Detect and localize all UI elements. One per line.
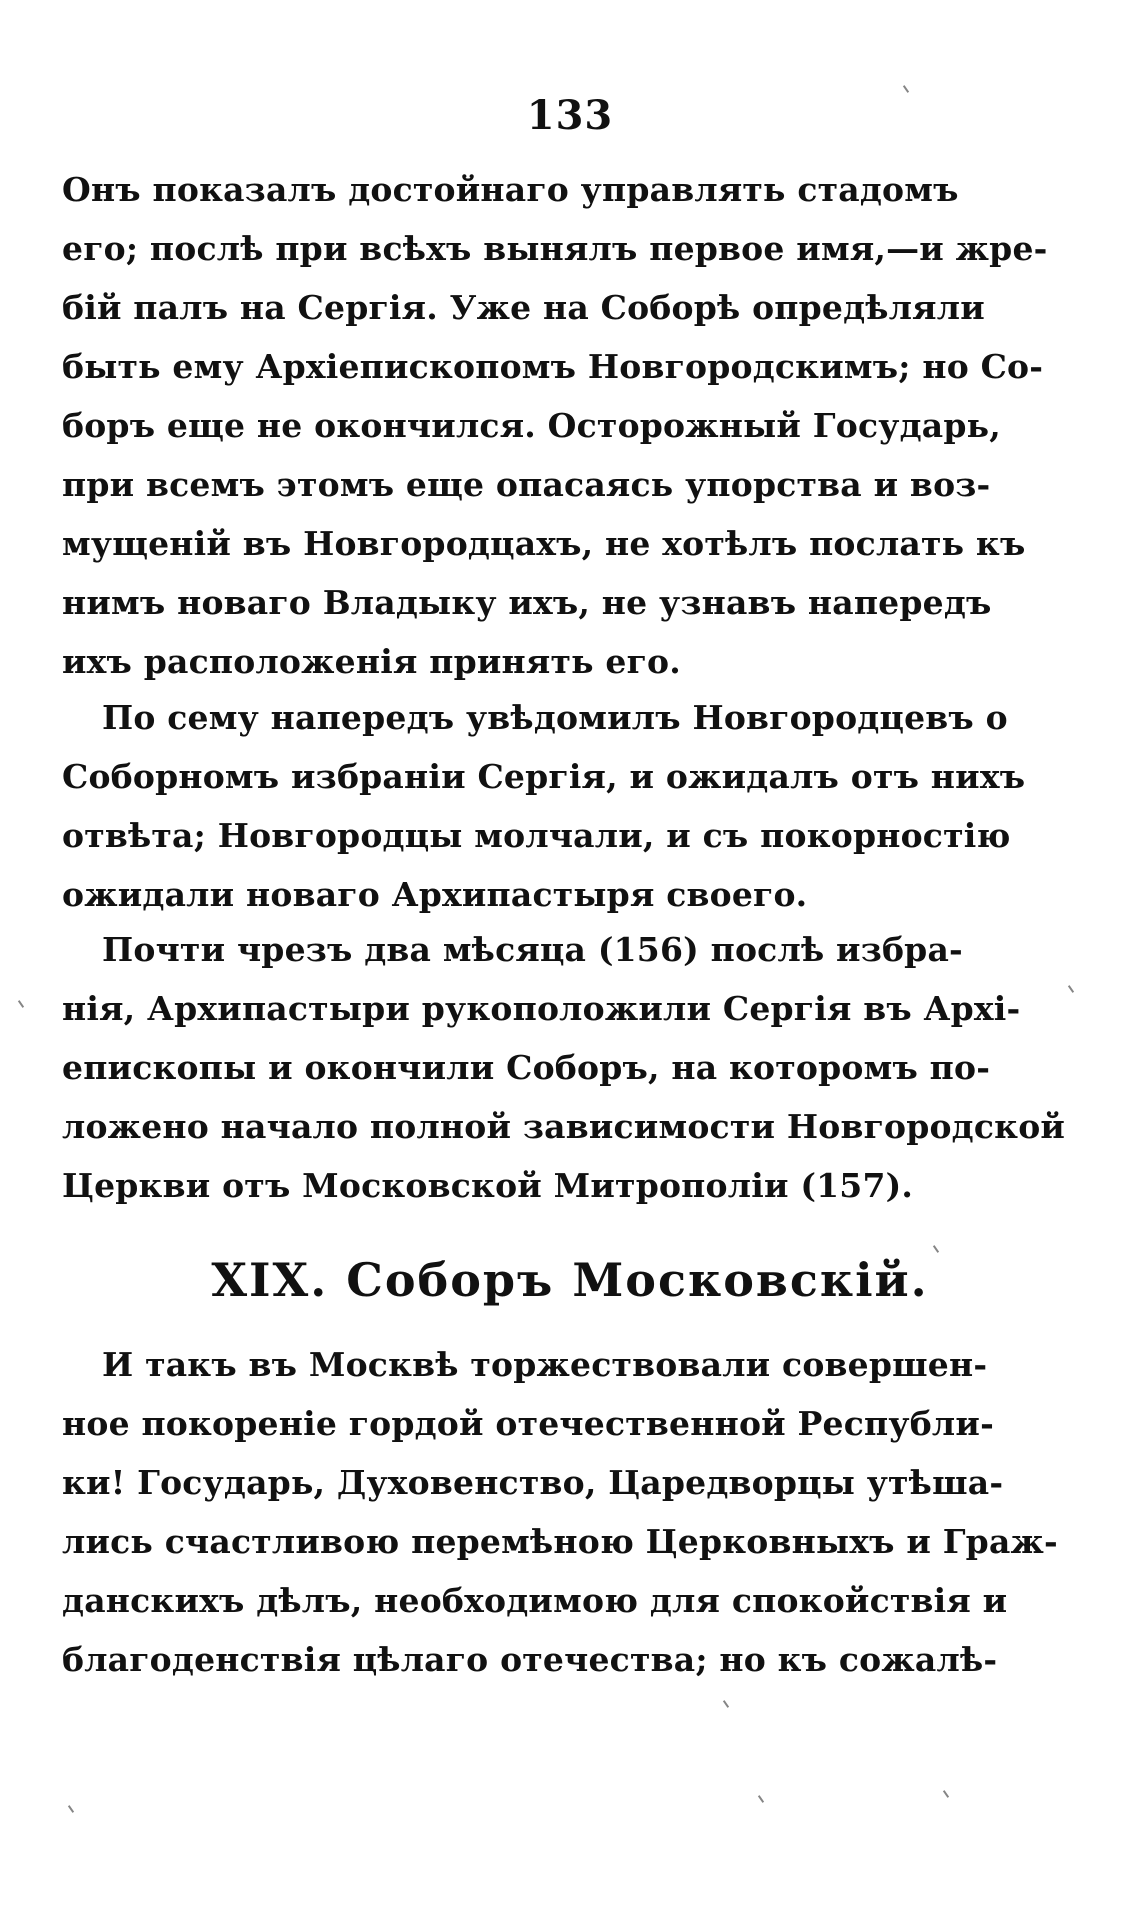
text-line: И такъ въ Москвѣ торжествовали совершен-: [102, 1345, 988, 1384]
scan-speck: [1068, 985, 1074, 993]
text-line: при всемъ этомъ еще опасаясь упорства и воз-: [62, 465, 991, 504]
text-line: нія, Архипастыри рукоположили Сергія въ Архі-: [62, 989, 1021, 1028]
text-line: Почти чрезъ два мѣсяца (156) послѣ избра-: [102, 930, 963, 969]
text-line: быть ему Архіепископомъ Новгородскимъ; но Со-: [62, 347, 1044, 386]
scan-speck: [943, 1790, 949, 1798]
text-line: ожидали новаго Архипастыря своего.: [62, 875, 808, 914]
scan-speck: [723, 1700, 729, 1708]
text-line: данскихъ дѣлъ, необходимою для спокойствія и: [62, 1581, 1008, 1620]
text-line: ложено начало полной зависимости Новгородской: [62, 1107, 1066, 1146]
text-line: бій палъ на Сергія. Уже на Соборѣ опредѣляли: [62, 288, 985, 327]
text-line: епископы и окончили Соборъ, на которомъ по-: [62, 1048, 991, 1087]
paragraph-1: [62, 160, 1048, 691]
scan-speck: [933, 1245, 939, 1253]
text-line: Соборномъ избраніи Сергія, и ожидалъ отъ нихъ: [62, 757, 1026, 796]
text-line: боръ еще не окончился. Осторожный Государь,: [62, 406, 1001, 445]
text-line: Церкви отъ Московской Митрополіи (157).: [62, 1166, 914, 1205]
scan-speck: [18, 1000, 24, 1008]
text-line: ихъ расположенія принять его.: [62, 642, 681, 681]
paragraph-4: [62, 1335, 1058, 1689]
text-line: ное покореніе гордой отечественной Республи-: [62, 1404, 994, 1443]
paragraph-2: [62, 688, 1026, 924]
text-line: нимъ новаго Владыку ихъ, не узнавъ напередъ: [62, 583, 992, 622]
page-number: 133: [526, 92, 614, 139]
text-line: благоденствія цѣлаго отечества; но къ сожалѣ-: [62, 1640, 998, 1679]
text-line: его; послѣ при всѣхъ вынялъ первое имя,—и жре-: [62, 229, 1048, 268]
text-line: По сему напередъ увѣдомилъ Новгородцевъ о: [102, 698, 1008, 737]
text-line: Онъ показалъ достойнаго управлять стадомъ: [62, 170, 959, 209]
scan-speck: [758, 1795, 764, 1803]
scan-speck: [68, 1805, 74, 1813]
section-heading: XIX. Соборъ Московскій.: [211, 1253, 929, 1307]
text-line: лись счастливою перемѣною Церковныхъ и Граж-: [62, 1522, 1058, 1561]
text-line: ки! Государь, Духовенство, Царедворцы утѣша-: [62, 1463, 1004, 1502]
text-line: отвѣта; Новгородцы молчали, и съ покорностію: [62, 816, 1011, 855]
text-line: мущеній въ Новгородцахъ, не хотѣлъ послать къ: [62, 524, 1026, 563]
paragraph-3: [62, 920, 1066, 1215]
